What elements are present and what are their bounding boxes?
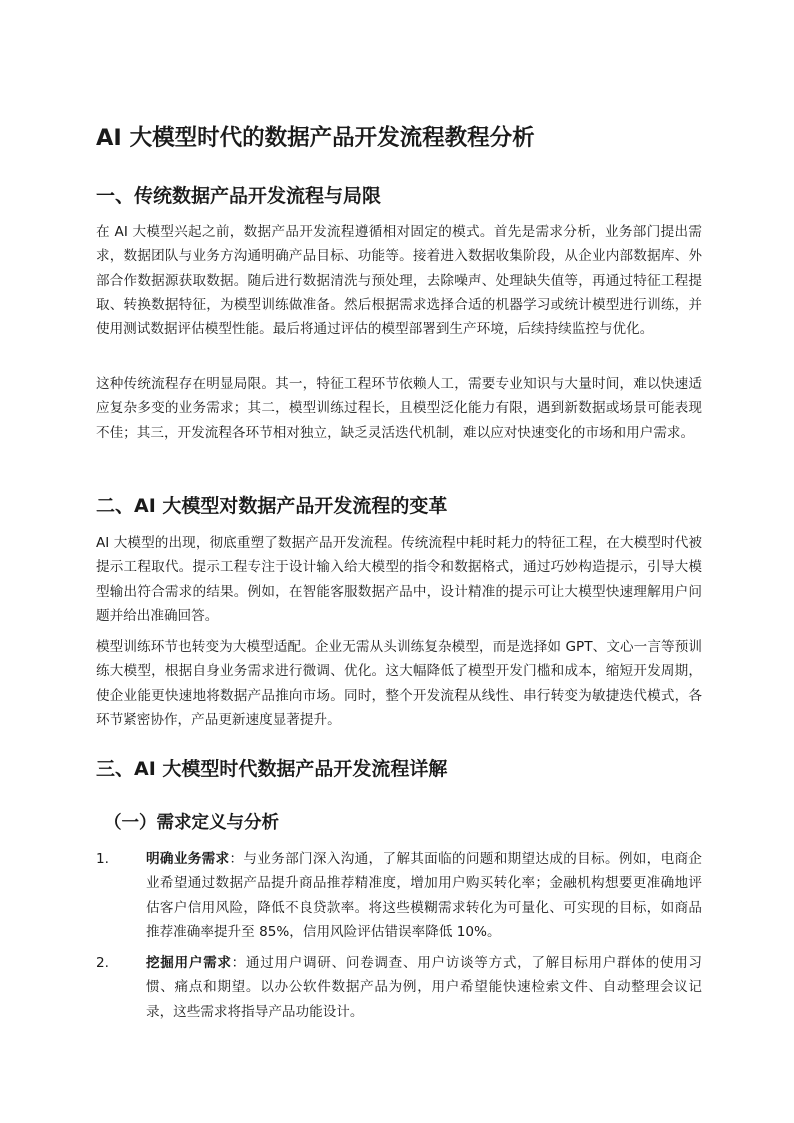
section-2-paragraph-1: AI 大模型的出现，彻底重塑了数据产品开发流程。传统流程中耗时耗力的特征工程，在大模型时代被提示工程取代。提示工程专注于设计输入给大模型的指令和数据格式，通过巧妙构造提示，引导大模型输出符合需求的结果。例如，在智能客服数据产品中，设计精准的提示可让大模型快速理解用户问题并给出准确回答。: [96, 535, 702, 624]
section-1-paragraph-1: 在 AI 大模型兴起之前，数据产品开发流程遵循相对固定的模式。首先是需求分析，业务部门提出需求，数据团队与业务方沟通明确产品目标、功能等。接着进入数据收集阶段，从企业内部数据库、外部合作数据源获取数据。随后进行数据清洗与预处理，去除噪声、处理缺失值等，再通过特征工程提取、转换数据特征，为模型训练做准备。然后根据需求选择合适的机器学习或统计模型进行训练，并使用测试数据评估模型性能。最后将通过评估的模型部署到生产环境，后续持续监控与优化。: [96, 224, 702, 338]
subsection-1-heading: （一）需求定义与分析: [104, 813, 279, 833]
list-item-text: ：通过用户调研、问卷调查、用户访谈等方式，了解目标用户群体的使用习惯、痛点和期望。以办公软件数据产品为例，用户希望能快速检索文件、自动整理会议记录，这些需求将指导产品功能设计。: [146, 955, 703, 1020]
list-item-text: ：与业务部门深入沟通，了解其面临的问题和期望达成的目标。例如，电商企业希望通过数据产品提升商品推荐精准度，增加用户购买转化率；金融机构想要更准确地评估客户信用风险，降低不良贷款率。将这些模糊需求转化为可量化、可实现的目标，如商品推荐准确率提升至 85%，信用风险评估错误率降低 10%。: [146, 851, 703, 940]
list-item-body: [146, 951, 702, 1024]
section-2-heading: 二、AI 大模型对数据产品开发流程的变革: [96, 495, 448, 517]
section-2-paragraph-2: 模型训练环节也转变为大模型适配。企业无需从头训练复杂模型，而是选择如 GPT、文心一言等预训练大模型，根据自身业务需求进行微调、优化。这大幅降低了模型开发门槛和成本，缩短开发周期，使企业能更快速地将数据产品推向市场。同时，整个开发流程从线性、串行转变为敏捷迭代模式，各环节紧密协作，产品更新速度显著提升。: [96, 639, 702, 728]
document-title: AI 大模型时代的数据产品开发流程教程分析: [96, 125, 535, 151]
list-number: 1.: [96, 851, 109, 867]
section-1-heading: 一、传统数据产品开发流程与局限: [96, 185, 382, 207]
list-number: 2.: [96, 955, 109, 971]
section-1-paragraph-2: 这种传统流程存在明显局限。其一，特征工程环节依赖人工，需要专业知识与大量时间，难以快速适应复杂多变的业务需求；其二，模型训练过程长，且模型泛化能力有限，遇到新数据或场景可能表现不佳；其三，开发流程各环节相对独立，缺乏灵活迭代机制，难以应对快速变化的市场和用户需求。: [96, 376, 702, 441]
section-3-heading: 三、AI 大模型时代数据产品开发流程详解: [96, 758, 448, 780]
list-item-label: 挖掘用户需求: [146, 955, 232, 971]
list-item-label: 明确业务需求: [146, 851, 230, 867]
list-item-body: [146, 847, 702, 944]
